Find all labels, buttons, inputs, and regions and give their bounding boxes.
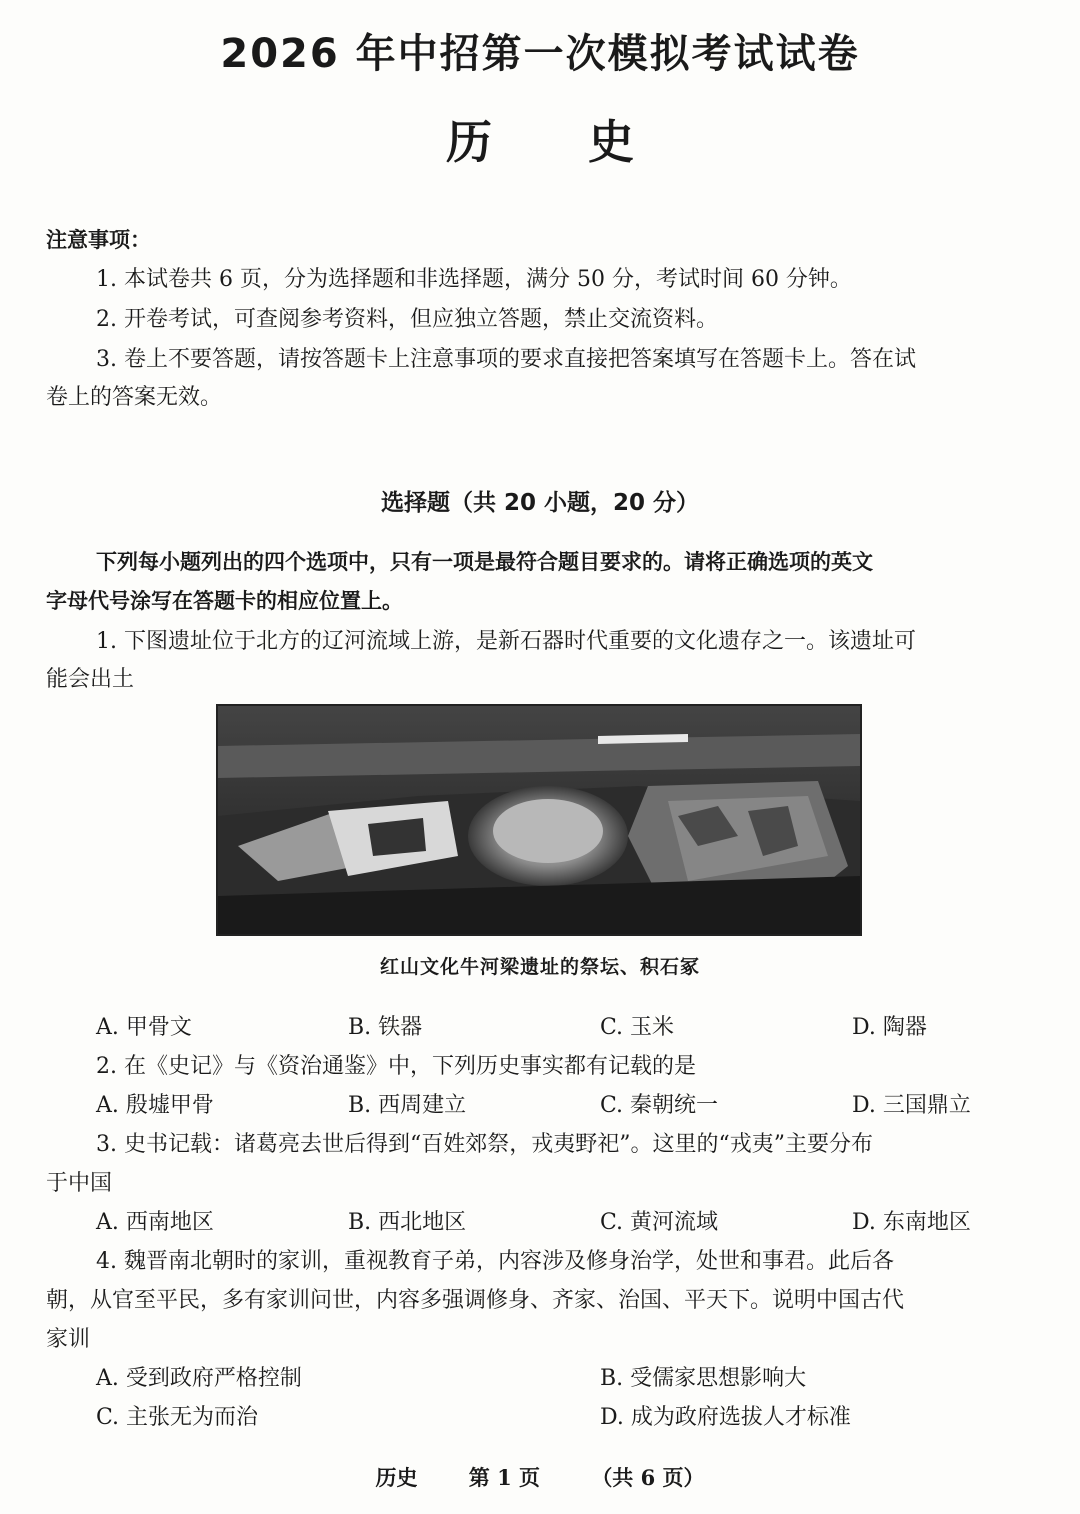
- q4-option-b: B. 受儒家思想影响大: [600, 1366, 807, 1391]
- section-title: 选择题（共 20 小题，20 分）: [380, 490, 700, 516]
- q1-stem-cont: 能会出土: [46, 667, 135, 692]
- notice-item-3-cont: 卷上的答案无效。: [46, 385, 223, 410]
- notice-item-3: 3. 卷上不要答题，请按答题卡上注意事项的要求直接把答案填写在答题卡上。答在试: [96, 347, 916, 372]
- q3-option-a: A. 西南地区: [96, 1210, 214, 1235]
- q4-option-a: A. 受到政府严格控制: [96, 1366, 302, 1391]
- q2-option-c: C. 秦朝统一: [600, 1093, 719, 1118]
- notice-item-2: 2. 开卷考试，可查阅参考资料，但应独立答题，禁止交流资料。: [96, 307, 718, 332]
- q2-stem: 2. 在《史记》与《资治通鉴》中，下列历史事实都有记载的是: [96, 1054, 696, 1079]
- q3-option-d: D. 东南地区: [852, 1210, 971, 1235]
- notice-heading: 注意事项：: [46, 228, 151, 252]
- q3-stem-cont: 于中国: [46, 1171, 113, 1196]
- q4-option-c: C. 主张无为而治: [96, 1405, 259, 1430]
- q1-option-b: B. 铁器: [348, 1015, 423, 1040]
- q2-option-b: B. 西周建立: [348, 1093, 467, 1118]
- q2-option-a: A. 殷墟甲骨: [96, 1093, 214, 1118]
- subject-title: 历史: [446, 115, 730, 169]
- footer-subject: 历史: [375, 1465, 418, 1490]
- q4-stem-cont-2: 家训: [46, 1327, 91, 1352]
- q2-option-d: D. 三国鼎立: [852, 1093, 971, 1118]
- q1-option-d: D. 陶器: [852, 1015, 927, 1040]
- q4-stem: 4. 魏晋南北朝时的家训，重视教育子弟，内容涉及修身治学，处世和事君。此后各: [96, 1249, 894, 1274]
- q4-option-d: D. 成为政府选拔人才标准: [600, 1405, 851, 1430]
- q1-option-a: A. 甲骨文: [96, 1015, 192, 1040]
- footer-page: 第 1 页: [468, 1465, 540, 1490]
- q3-option-c: C. 黄河流域: [600, 1210, 719, 1235]
- photo-caption: 红山文化牛河梁遗址的祭坛、积石冢: [379, 956, 700, 978]
- notice-item-1: 1. 本试卷共 6 页，分为选择题和非选择题，满分 50 分，考试时间 60 分钟。: [96, 267, 852, 292]
- q1-option-c: C. 玉米: [600, 1015, 675, 1040]
- q4-stem-cont: 朝，从官至平民，多有家训问世，内容多强调修身、齐家、治国、平天下。说明中国古代: [46, 1288, 905, 1313]
- page-footer: [0, 1462, 1080, 1492]
- q3-option-b: B. 西北地区: [348, 1210, 467, 1235]
- site-photo: [216, 704, 862, 936]
- footer-total: （共 6 页）: [591, 1465, 705, 1490]
- q1-stem: 1. 下图遗址位于北方的辽河流域上游，是新石器时代重要的文化遗存之一。该遗址可: [96, 629, 916, 654]
- exam-title: 2026 年中招第一次模拟考试试卷: [220, 31, 860, 77]
- section-instruction-cont: 字母代号涂写在答题卡的相应位置上。: [46, 589, 403, 613]
- q3-stem: 3. 史书记载：诸葛亮去世后得到“百姓郊祭，戎夷野祀”。这里的“戎夷”主要分布: [96, 1132, 873, 1157]
- section-instruction: 下列每小题列出的四个选项中，只有一项是最符合题目要求的。请将正确选项的英文: [96, 550, 873, 574]
